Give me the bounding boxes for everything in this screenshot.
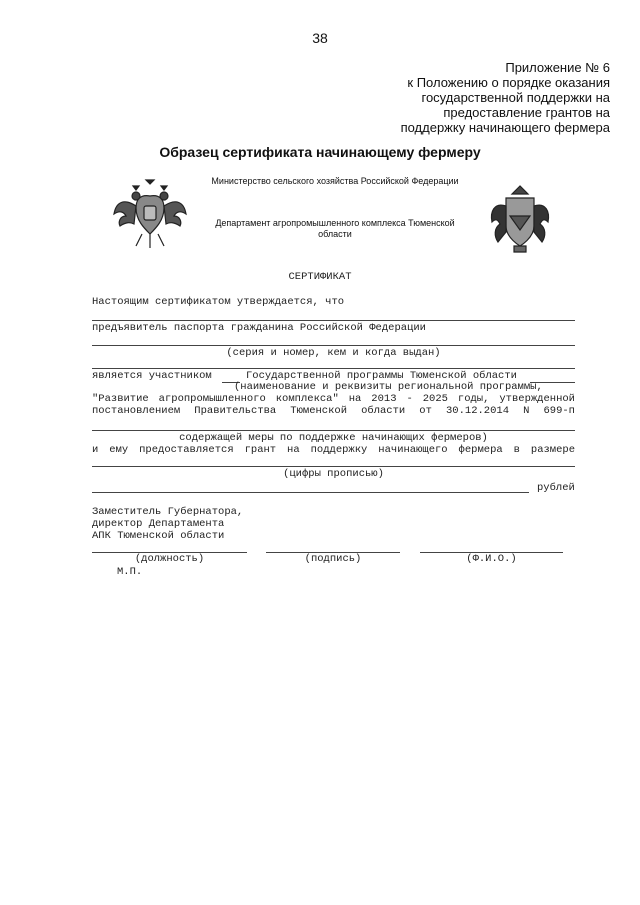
program-hint: (наименование и реквизиты региональной программы, <box>234 381 543 393</box>
document-title: Образец сертификата начинающему фермеру <box>159 144 481 160</box>
bearer-text: предъявитель паспорта гражданина Российской Федерации <box>92 322 426 334</box>
signatory-title: Заместитель Губернатора, <box>92 506 244 518</box>
position-hint: (должность) <box>134 553 205 565</box>
amount-hint: (цифры прописью) <box>283 468 384 480</box>
currency-label: рублей <box>537 482 575 494</box>
fill-line <box>92 320 575 321</box>
ministry-name: Министерство сельского хозяйства Российской Федерации <box>211 176 459 186</box>
program-line: "Развитие агропромышленного комплекса" на 2013 - 2025 годы, утвержденной <box>92 393 575 405</box>
page-number: 38 <box>312 30 328 46</box>
annex-line: к Положению о порядке оказания <box>407 75 610 90</box>
russian-coat-of-arms-icon <box>110 176 190 256</box>
certificate-heading: СЕРТИФИКАТ <box>288 271 352 283</box>
passport-hint: (серия и номер, кем и когда выдан) <box>226 347 441 359</box>
annex-line: Приложение № 6 <box>505 60 610 75</box>
fill-line <box>92 466 575 467</box>
fill-line <box>92 345 575 346</box>
fill-line <box>92 430 575 431</box>
annex-line: предоставление грантов на <box>443 105 610 120</box>
program-line: постановлением Правительства Тюменской области от 30.12.2014 N 699-п <box>92 405 575 417</box>
stamp-label: М.П. <box>117 566 143 578</box>
signature-hint: (подпись) <box>304 553 362 565</box>
signatory-title: директор Департамента <box>92 518 225 530</box>
participant-prefix: является участником <box>92 370 212 382</box>
fill-line <box>92 492 529 493</box>
annex-line: государственной поддержки на <box>421 90 610 105</box>
measures-hint: содержащей меры по поддержке начинающих фермеров) <box>179 432 488 444</box>
certify-text: Настоящим сертификатом утверждается, что <box>92 296 345 308</box>
signatory-title: АПК Тюменской области <box>92 530 225 542</box>
department-name: Департамент агропромышленного комплекса Тюменской области <box>215 218 455 239</box>
annex-line: поддержку начинающего фермера <box>400 120 610 135</box>
annex-block <box>401 60 610 135</box>
tyumen-coat-of-arms-icon <box>484 182 556 256</box>
grant-text: и ему предоставляется грант на поддержку начинающего фермера в размере <box>92 444 575 456</box>
program-name: Государственной программы Тюменской области <box>246 370 517 382</box>
fill-line <box>92 368 575 369</box>
name-hint: (Ф.И.О.) <box>466 553 517 565</box>
